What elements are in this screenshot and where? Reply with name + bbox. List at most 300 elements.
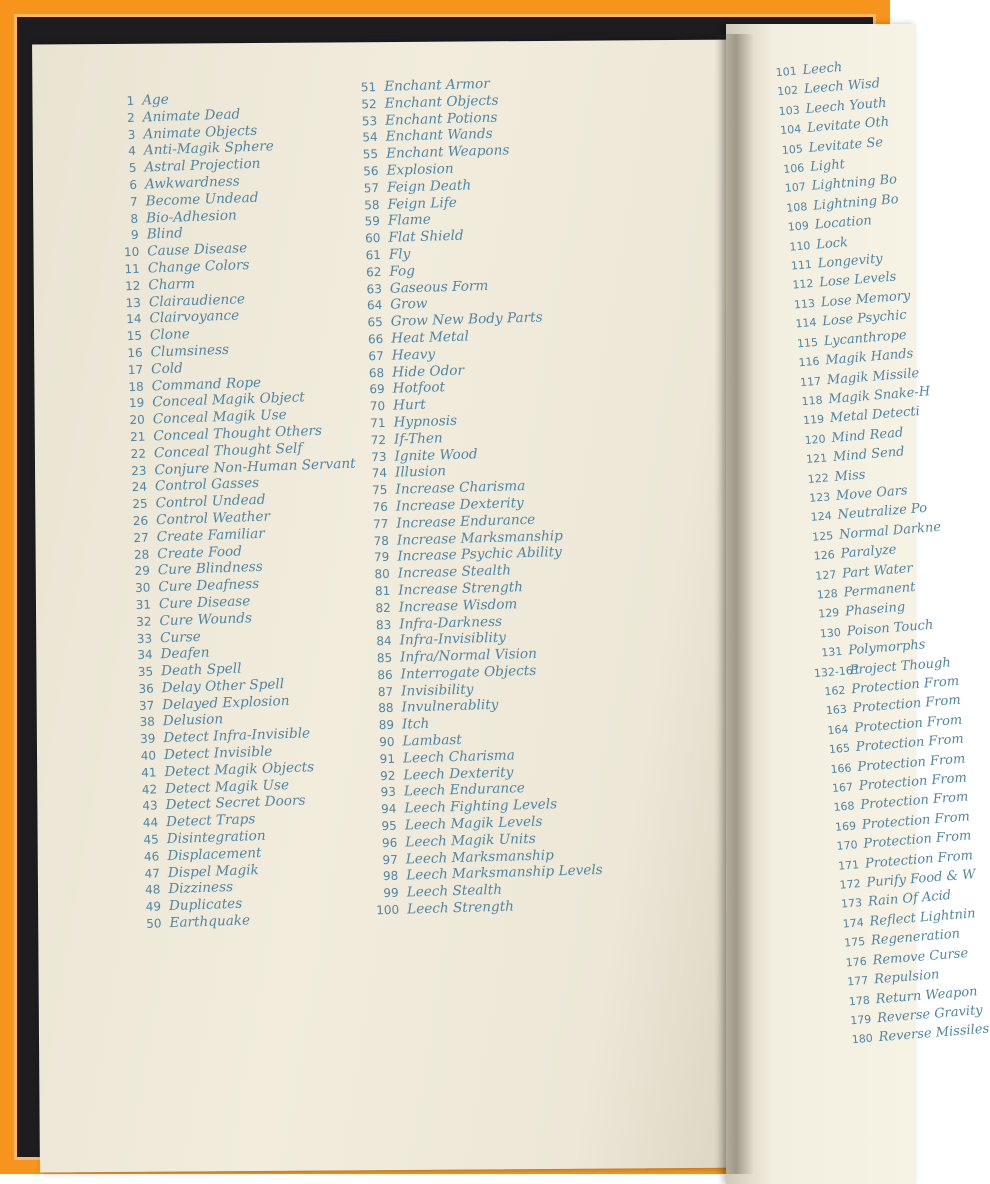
spell-number: 46 — [143, 849, 160, 864]
spell-name: Curse — [159, 628, 201, 646]
spell-number: 167 — [831, 780, 854, 796]
spell-name: Lose Memory — [820, 288, 911, 311]
spell-number: 177 — [846, 973, 869, 989]
spell-number: 83 — [375, 617, 392, 632]
spell-number: 170 — [836, 838, 859, 854]
spell-number: 19 — [128, 395, 145, 411]
spell-name: Reverse Gravity — [876, 1002, 984, 1027]
spell-name: Move Oars — [835, 483, 909, 504]
spell-number: 64 — [366, 298, 383, 313]
spell-name: Clairvoyance — [149, 307, 240, 327]
spell-number: 88 — [378, 701, 394, 716]
spell-number: 11 — [124, 261, 141, 277]
spell-number: 14 — [125, 312, 142, 327]
spell-number: 42 — [141, 782, 158, 797]
spell-number: 61 — [365, 247, 382, 263]
spell-number: 97 — [382, 852, 398, 867]
spell-number: 45 — [143, 832, 159, 847]
spell-name: Lose Levels — [818, 269, 897, 291]
spell-number: 80 — [374, 566, 391, 582]
spell-number: 93 — [380, 785, 397, 800]
spell-number: 16 — [127, 345, 143, 361]
spell-number: 126 — [813, 548, 836, 563]
spell-number: 62 — [365, 264, 382, 280]
spell-name: Lightning Bo — [811, 172, 898, 195]
spell-name: Anti-Magik Sphere — [143, 138, 275, 159]
spell-name: Magik Missile — [826, 365, 920, 388]
spell-number: 92 — [379, 768, 396, 783]
spell-name: Detect Traps — [165, 811, 256, 831]
spell-number: 117 — [799, 374, 822, 389]
spell-number: 99 — [383, 885, 399, 901]
spell-name: Leech Magik Units — [405, 830, 536, 851]
spell-name: Dizziness — [168, 879, 234, 898]
spell-number: 125 — [811, 528, 834, 544]
spell-number: 57 — [363, 180, 380, 196]
spell-number: 162 — [823, 683, 846, 699]
spell-name: Delay Other Spell — [161, 676, 285, 697]
spell-number: 91 — [379, 751, 396, 767]
spell-name: Cause Disease — [146, 240, 248, 260]
spell-number: 1 — [126, 93, 135, 109]
spell-name: Awkwardness — [144, 173, 241, 193]
spell-name: Earthquake — [169, 912, 251, 932]
spell-number: 74 — [371, 466, 388, 481]
spell-name: Protection From — [852, 693, 962, 717]
spell-name: Protection From — [864, 847, 974, 872]
spell-name: Conceal Magik Use — [152, 407, 287, 428]
spell-number: 12 — [124, 278, 141, 293]
spell-name: Rain Of Acid — [867, 888, 952, 911]
spell-name: Ignite Wood — [394, 445, 478, 465]
spell-name: Clone — [149, 326, 191, 344]
spell-name: Animate Dead — [142, 106, 241, 126]
spell-name: Increase Marksmanship — [396, 527, 564, 549]
spell-number: 77 — [372, 516, 389, 531]
spell-number: 90 — [379, 734, 395, 750]
spell-name: Fly — [388, 246, 411, 263]
spell-number: 58 — [364, 197, 380, 212]
spell-name: Project Though — [849, 654, 952, 678]
spell-name: Levitate Se — [808, 134, 884, 156]
spell-number: 40 — [140, 748, 157, 764]
spell-name: Dispel Magik — [167, 861, 260, 881]
spell-name: Age — [141, 91, 170, 109]
spell-number: 21 — [129, 429, 146, 445]
spell-name: Protection From — [856, 751, 966, 775]
spell-number: 49 — [145, 899, 162, 915]
spell-name: Infra-Invisiblity — [399, 629, 507, 649]
spell-name: Enchant Wands — [385, 126, 493, 146]
spell-number: 122 — [807, 470, 830, 486]
spell-number: 178 — [848, 993, 871, 1008]
spell-number: 118 — [801, 393, 824, 409]
spell-number: 53 — [361, 113, 378, 128]
spell-name: Control Undead — [155, 491, 266, 512]
spell-name: Leech Strength — [406, 898, 515, 918]
spell-name: Command Rope — [151, 374, 262, 394]
spell-name: Hypnosis — [393, 412, 458, 431]
spell-number: 44 — [142, 815, 159, 831]
spell-name: Mind Read — [830, 425, 904, 446]
spell-number: 113 — [793, 296, 816, 312]
spell-number: 105 — [781, 142, 804, 157]
spell-number: 6 — [129, 177, 138, 192]
spell-name: Reflect Lightnin — [869, 906, 976, 930]
spell-name: Death Spell — [160, 660, 242, 680]
spell-name: Lock — [815, 234, 849, 253]
spell-name: Metal Detecti — [829, 404, 921, 427]
spell-number: 28 — [133, 547, 150, 562]
spell-name: Create Familiar — [156, 525, 265, 546]
spell-number: 69 — [369, 382, 385, 397]
spell-name: Detect Magik Use — [164, 776, 290, 797]
spell-number: 10 — [123, 244, 140, 260]
spell-name: Detect Invisible — [163, 743, 273, 764]
spell-name: Repulsion — [873, 967, 940, 988]
spell-number: 108 — [785, 200, 808, 215]
spell-name: Enchant Armor — [383, 75, 490, 95]
spell-number: 38 — [139, 714, 156, 730]
spell-name: Return Weapon — [875, 983, 979, 1007]
spell-name: Displacement — [167, 844, 262, 864]
spell-name: Poison Touch — [846, 617, 934, 640]
spell-name: Enchant Potions — [384, 109, 498, 129]
spell-name: Lycanthrope — [823, 327, 908, 349]
spell-name: Remove Curse — [872, 945, 969, 969]
spell-number: 52 — [361, 96, 377, 112]
spell-name: Magik Hands — [824, 346, 914, 369]
spell-number: 95 — [381, 818, 398, 834]
spell-number: 43 — [142, 798, 158, 814]
spell-number: 171 — [837, 857, 860, 873]
spell-number: 63 — [366, 281, 383, 296]
book-gutter — [714, 34, 754, 1174]
spell-name: Invulnerablity — [401, 697, 499, 717]
spell-number: 23 — [130, 463, 147, 478]
spell-number: 110 — [788, 238, 811, 254]
spell-number: 20 — [129, 412, 146, 428]
spell-number: 4 — [128, 144, 137, 159]
spell-name: Reverse Missiles — [878, 1021, 990, 1046]
spell-name: Increase Charisma — [395, 478, 526, 498]
spell-name: Cure Wounds — [159, 609, 253, 629]
spell-name: Heavy — [391, 346, 436, 364]
spell-number: 84 — [376, 634, 392, 649]
spell-number: 100 — [376, 902, 400, 918]
spell-number: 37 — [138, 698, 155, 713]
spell-number: 55 — [362, 147, 379, 162]
spell-name: Leech Charisma — [402, 747, 516, 767]
spell-name: Leech Magik Levels — [404, 813, 543, 834]
spell-name: Leech Endurance — [403, 780, 526, 800]
spell-name: Paralyze — [840, 542, 898, 562]
spell-name: Become Undead — [145, 189, 259, 210]
spell-number: 18 — [128, 379, 144, 394]
spell-number: 9 — [130, 228, 139, 243]
spell-name: Leech Wisd — [803, 76, 881, 98]
spell-name: Neutralize Po — [837, 501, 928, 524]
spell-number: 25 — [132, 496, 148, 512]
spell-name: Increase Dexterity — [395, 494, 524, 515]
spell-number: 70 — [369, 399, 386, 414]
spell-number: 39 — [139, 731, 156, 747]
spell-name: Delusion — [162, 711, 224, 730]
spell-name: Conceal Thought Others — [153, 422, 323, 445]
spell-number: 7 — [129, 194, 138, 209]
spell-number: 179 — [849, 1012, 872, 1028]
spell-number: 176 — [845, 954, 868, 970]
spell-number: 116 — [798, 354, 821, 370]
spell-number: 13 — [125, 295, 142, 310]
spell-name: Leech Marksmanship — [405, 846, 555, 868]
spell-name: Fog — [389, 262, 416, 280]
spell-number: 60 — [364, 231, 381, 246]
spell-name: Conceal Magik Object — [152, 389, 306, 411]
spell-name: Cure Deafness — [158, 576, 260, 596]
spell-number: 15 — [126, 328, 143, 344]
spell-name: Increase Endurance — [396, 511, 536, 532]
spell-name: Protection From — [853, 712, 963, 736]
spell-number: 33 — [136, 631, 153, 646]
spell-name: Increase Wisdom — [398, 595, 518, 616]
spell-number: 86 — [377, 667, 393, 683]
spell-name: Mind Send — [832, 444, 906, 466]
spell-number: 54 — [362, 130, 378, 145]
spell-name: Protection From — [855, 731, 965, 756]
spell-name: Invisibility — [400, 681, 474, 700]
spell-number: 109 — [787, 219, 810, 235]
spell-number: 2 — [126, 110, 136, 125]
spell-number: 41 — [141, 765, 157, 780]
spell-name: Infra-Darkness — [398, 613, 503, 633]
spell-name: Gaseous Form — [389, 277, 489, 297]
spell-name: Detect Infra-Invisible — [163, 725, 311, 747]
spell-name: Conceal Thought Self — [153, 440, 303, 462]
spell-name: Protection From — [862, 828, 972, 852]
spell-number: 123 — [808, 490, 831, 505]
spell-number: 119 — [802, 412, 825, 428]
spell-name: Infra/Normal Vision — [399, 645, 538, 666]
spell-name: Flat Shield — [388, 227, 464, 246]
spell-number: 48 — [144, 882, 161, 898]
spell-number: 8 — [130, 211, 139, 226]
spell-number: 172 — [839, 877, 862, 892]
spell-number: 79 — [373, 550, 390, 565]
spell-number: 103 — [778, 103, 801, 118]
spell-name: Bio-Adhesion — [145, 207, 238, 227]
spell-name: Illusion — [394, 463, 447, 481]
spell-number: 111 — [790, 258, 813, 273]
spell-number: 175 — [843, 935, 866, 950]
spell-name: Hurt — [392, 396, 426, 414]
spell-name: Cure Disease — [158, 593, 251, 613]
spell-number: 50 — [146, 916, 162, 931]
spell-number: 30 — [134, 580, 151, 596]
spell-name: Permanent — [843, 579, 916, 601]
spell-name: Detect Magik Objects — [164, 759, 315, 781]
spell-name: Enchant Objects — [384, 92, 499, 112]
spell-number: 31 — [135, 597, 152, 612]
spell-name: Explosion — [386, 160, 454, 179]
spell-name: Animate Objects — [143, 122, 258, 143]
spell-name: Light — [809, 157, 846, 175]
spell-number: 27 — [133, 530, 149, 545]
spell-number: 3 — [127, 127, 136, 142]
spell-name: Longevity — [817, 251, 884, 272]
spell-list-column-2 — [340, 73, 604, 919]
spell-number: 107 — [784, 180, 807, 196]
spell-number: 56 — [363, 163, 379, 179]
spell-number: 132-161 — [813, 663, 861, 680]
spell-number: 169 — [834, 819, 857, 834]
spell-name: Leech Dexterity — [403, 764, 514, 784]
spell-number: 5 — [128, 160, 137, 176]
spell-number: 163 — [825, 703, 848, 718]
spell-number: 130 — [819, 625, 842, 641]
spell-name: Detect Secret Doors — [165, 792, 306, 814]
spell-number: 36 — [138, 681, 154, 696]
spell-number: 96 — [381, 835, 398, 850]
spell-name: Hide Odor — [391, 362, 465, 381]
spell-name: Delayed Explosion — [162, 692, 290, 713]
spell-number: 89 — [378, 718, 395, 733]
spell-number: 81 — [374, 583, 391, 599]
spell-name: Location — [814, 213, 873, 233]
spell-name: Astral Projection — [144, 155, 261, 176]
spell-name: Leech Youth — [805, 95, 888, 117]
spell-number: 101 — [775, 64, 798, 80]
spell-number: 127 — [814, 567, 837, 583]
spell-number: 106 — [782, 161, 805, 176]
spell-number: 173 — [840, 896, 863, 912]
spell-number: 164 — [826, 722, 849, 738]
spell-number: 65 — [367, 315, 383, 330]
spell-name: Lambast — [402, 731, 462, 750]
spell-name: Cure Blindness — [157, 559, 263, 579]
spell-number: 51 — [360, 79, 377, 95]
spell-name: Change Colors — [147, 257, 250, 277]
spell-name: Leech Fighting Levels — [404, 796, 558, 817]
spell-number: 124 — [810, 509, 833, 525]
spell-number: 115 — [796, 335, 819, 351]
spell-name: Protection From — [850, 673, 960, 698]
spell-number: 66 — [367, 331, 384, 347]
spell-list-column-1 — [98, 86, 371, 934]
spell-name: Control Gasses — [154, 475, 260, 495]
spell-number: 174 — [842, 915, 865, 931]
spell-name: Feign Life — [387, 194, 457, 213]
spell-name: Conjure Non-Human Servant — [154, 455, 356, 478]
spell-name: Grow — [390, 296, 428, 314]
spell-name: Interrogate Objects — [400, 662, 537, 683]
spell-name: Control Weather — [155, 508, 271, 529]
spell-name: Grow New Body Parts — [390, 309, 543, 330]
spell-name: Part Water — [841, 560, 914, 582]
spell-number: 17 — [127, 362, 144, 377]
spell-name: Blind — [146, 225, 184, 243]
spell-name: Lose Psychic — [821, 308, 908, 330]
spell-number: 82 — [375, 600, 391, 615]
spell-name: Cold — [150, 360, 184, 378]
spell-number: 35 — [137, 664, 154, 680]
spell-number: 59 — [364, 214, 381, 229]
spell-number: 166 — [830, 761, 852, 776]
spell-name: Charm — [148, 275, 196, 294]
spell-name: Regeneration — [870, 926, 961, 949]
spell-number: 104 — [779, 122, 802, 138]
spell-name: Increase Stealth — [397, 562, 512, 582]
spell-number: 73 — [371, 449, 387, 464]
spell-number: 34 — [137, 647, 153, 663]
spell-name: Hotfoot — [392, 379, 446, 397]
spell-name: Normal Darkne — [838, 519, 942, 543]
spell-name: Levitate Oth — [806, 114, 890, 137]
spell-number: 32 — [136, 614, 152, 629]
spell-name: Heat Metal — [391, 328, 470, 347]
spell-name: Magik Snake-H — [827, 384, 931, 408]
spell-number: 76 — [372, 499, 389, 515]
spell-number: 98 — [382, 869, 399, 884]
spell-name: Deafen — [160, 644, 210, 663]
spell-number: 78 — [373, 533, 390, 548]
spell-number: 26 — [132, 513, 149, 528]
spell-number: 24 — [131, 479, 148, 495]
spell-name: Leech Stealth — [406, 882, 503, 901]
spell-number: 120 — [804, 432, 827, 447]
spell-name: Leech Marksmanship Levels — [406, 862, 603, 884]
spell-number: 102 — [776, 83, 799, 99]
spell-number: 47 — [144, 866, 161, 881]
spell-number: 180 — [851, 1031, 874, 1047]
spell-name: Lightning Bo — [812, 191, 900, 214]
spell-number: 87 — [377, 684, 394, 699]
spell-number: 71 — [370, 415, 386, 431]
spell-number: 72 — [370, 432, 387, 448]
spell-name: Miss — [834, 467, 866, 485]
spell-number: 168 — [833, 799, 856, 815]
spell-name: Leech — [802, 60, 843, 79]
spell-name: Feign Death — [386, 177, 472, 196]
spell-name: Clairaudience — [148, 290, 246, 310]
spell-name: Increase Psychic Ability — [397, 544, 563, 565]
spell-number: 165 — [828, 741, 851, 757]
spell-name: Disintegration — [166, 827, 266, 848]
spell-name: Enchant Weapons — [385, 142, 510, 162]
spell-name: If-Then — [393, 430, 443, 448]
spell-number: 129 — [817, 606, 840, 621]
spell-number: 94 — [380, 801, 397, 817]
spell-name: Increase Strength — [398, 578, 524, 599]
spell-name: Duplicates — [168, 895, 243, 915]
spell-number: 75 — [371, 482, 388, 498]
spell-number: 85 — [376, 650, 393, 666]
spell-number: 131 — [820, 645, 843, 660]
spell-name: Protection From — [859, 789, 969, 814]
spell-name: Polymorphs — [847, 637, 926, 659]
spell-name: Clumsiness — [150, 341, 230, 361]
spell-name: Phaseing — [844, 600, 906, 620]
spell-name: Itch — [401, 716, 430, 733]
spell-name: Protection From — [861, 809, 971, 833]
spell-number: 67 — [368, 348, 384, 364]
spell-number: 121 — [805, 451, 828, 467]
spell-number: 114 — [795, 316, 817, 331]
spell-number: 22 — [130, 446, 147, 461]
spell-number: 112 — [791, 277, 814, 293]
spell-number: 128 — [816, 586, 839, 602]
spell-name: Create Food — [157, 543, 243, 562]
